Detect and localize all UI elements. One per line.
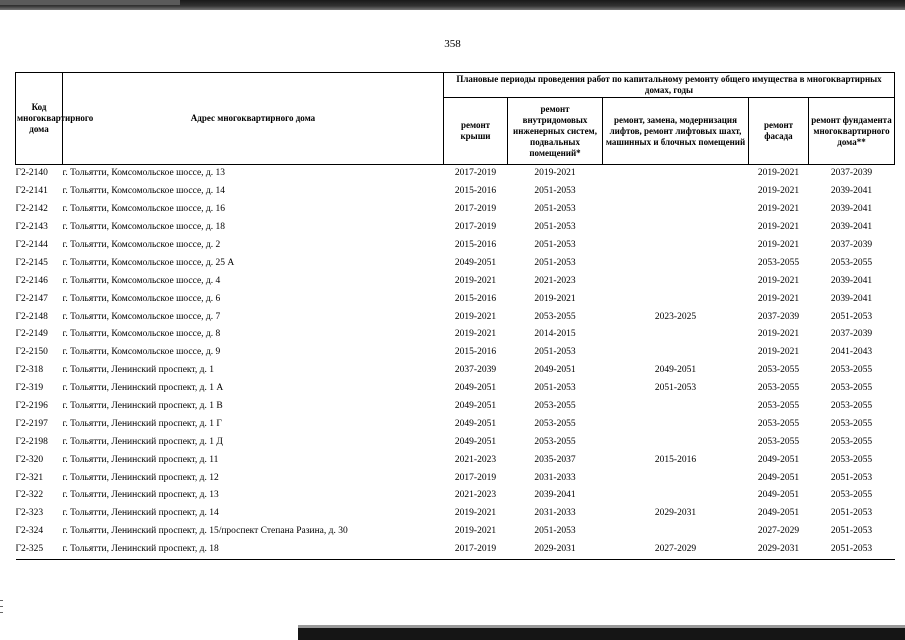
cell-roof: 2049-2051 <box>454 418 497 429</box>
cell-facade: 2053-2055 <box>757 257 800 268</box>
cell-facade: 2019-2021 <box>757 168 800 179</box>
cell-facade: 2049-2051 <box>757 490 800 501</box>
cell-facade: 2053-2055 <box>757 401 800 412</box>
cell-foundation: 2041-2043 <box>830 347 873 358</box>
cell-systems: 2051-2053 <box>534 222 576 233</box>
cell-systems: 2031-2033 <box>534 472 576 483</box>
table-row <box>16 433 895 451</box>
repair-schedule-table <box>15 72 895 560</box>
scan-mark <box>0 612 3 613</box>
header-roof: ремонт крыши <box>444 98 508 165</box>
cell-systems: 2051-2053 <box>534 240 576 250</box>
cell-roof: 2037-2039 <box>454 365 497 376</box>
scan-top-strip <box>0 0 180 5</box>
cell-systems: 2051-2053 <box>534 347 576 358</box>
cell-code: Г2-2196 <box>15 401 48 412</box>
cell-roof: 2015-2016 <box>454 186 497 197</box>
cell-code: Г2-2146 <box>15 275 48 286</box>
cell-lifts: 2015-2016 <box>654 454 697 465</box>
cell-foundation: 2051-2053 <box>830 526 873 537</box>
page-number: 358 <box>444 38 461 50</box>
cell-code: Г2-2149 <box>15 329 48 340</box>
cell-facade: 2019-2021 <box>757 240 800 250</box>
cell-roof: 2017-2019 <box>444 541 508 559</box>
cell-address: г. Тольятти, Ленинский проспект, д. 1 В <box>62 401 223 412</box>
cell-foundation: 2051-2053 <box>830 311 873 322</box>
cell-facade: 2027-2029 <box>757 526 800 537</box>
cell-code: Г2-2144 <box>15 240 48 250</box>
cell-foundation: 2053-2055 <box>830 454 873 465</box>
cell-systems: 2014-2015 <box>534 329 576 340</box>
cell-code: Г2-2142 <box>15 204 48 215</box>
cell-foundation: 2037-2039 <box>830 329 873 340</box>
cell-code: Г2-322 <box>15 490 44 501</box>
cell-systems: 2039-2041 <box>534 490 576 501</box>
cell-address: г. Тольятти, Комсомольское шоссе, д. 6 <box>62 293 221 304</box>
cell-address: г. Тольятти, Ленинский проспект, д. 1 А <box>62 383 224 394</box>
cell-foundation: 2039-2041 <box>830 186 873 197</box>
cell-lifts: 2049-2051 <box>654 365 697 376</box>
cell-systems: 2051-2053 <box>534 257 576 268</box>
cell-foundation: 2053-2055 <box>830 436 873 447</box>
cell-address: г. Тольятти, Ленинский проспект, д. 1 <box>62 365 214 376</box>
cell-systems: 2019-2021 <box>534 168 576 179</box>
cell-foundation: 2053-2055 <box>830 365 873 376</box>
cell-address: г. Тольятти, Комсомольское шоссе, д. 4 <box>62 275 221 286</box>
cell-code: Г2-318 <box>15 365 44 376</box>
table-row <box>16 326 895 344</box>
cell-code: Г2-2197 <box>15 418 48 429</box>
header-planned-periods: Плановые периоды проведения работ по капитальному ремонту общего имущества в многоквартирных домах, годы <box>444 73 895 98</box>
header-lifts: ремонт, замена, модернизация лифтов, ремонт лифтовых шахт, машинных и блочных помещений <box>603 98 749 165</box>
scan-mark <box>0 600 3 601</box>
cell-address: г. Тольятти, Ленинский проспект, д. 13 <box>62 490 219 501</box>
cell-facade: 2053-2055 <box>757 383 800 394</box>
cell-address: г. Тольятти, Комсомольское шоссе, д. 16 <box>62 204 226 215</box>
cell-roof: 2019-2021 <box>454 508 497 519</box>
cell-address: г. Тольятти, Ленинский проспект, д. 11 <box>62 454 219 465</box>
cell-foundation: 2051-2053 <box>830 508 873 519</box>
cell-code: Г2-2143 <box>15 222 48 233</box>
table-row <box>16 272 895 290</box>
cell-roof: 2017-2019 <box>454 204 497 215</box>
cell-address: г. Тольятти, Комсомольское шоссе, д. 14 <box>62 186 226 197</box>
header-foundation: ремонт фундамента многоквартирного дома** <box>809 98 895 165</box>
cell-address: г. Тольятти, Ленинский проспект, д. 18 <box>63 541 444 559</box>
cell-roof: 2049-2051 <box>454 436 497 447</box>
cell-facade: 2019-2021 <box>757 293 800 304</box>
cell-facade: 2049-2051 <box>757 472 800 483</box>
table-row <box>16 415 895 433</box>
cell-roof: 2017-2019 <box>454 168 497 179</box>
cell-facade: 2019-2021 <box>757 347 800 358</box>
table-row <box>16 451 895 469</box>
cell-facade: 2037-2039 <box>757 311 800 322</box>
cell-address: г. Тольятти, Ленинский проспект, д. 12 <box>62 472 219 483</box>
cell-facade: 2053-2055 <box>757 436 800 447</box>
cell-systems: 2051-2053 <box>534 204 576 215</box>
cell-code: Г2-2145 <box>15 257 48 268</box>
cell-facade: 2029-2031 <box>749 541 809 559</box>
table-row <box>16 541 895 559</box>
cell-roof: 2017-2019 <box>454 472 497 483</box>
table-row <box>16 290 895 308</box>
cell-roof: 2049-2051 <box>454 257 497 268</box>
cell-facade: 2019-2021 <box>757 222 800 233</box>
table-row <box>16 254 895 272</box>
cell-systems: 2051-2053 <box>534 526 576 537</box>
cell-code: Г2-320 <box>15 454 44 465</box>
cell-roof: 2019-2021 <box>454 311 497 322</box>
cell-lifts: 2029-2031 <box>654 508 697 519</box>
cell-foundation: 2051-2053 <box>809 541 895 559</box>
cell-facade: 2049-2051 <box>757 508 800 519</box>
table-row <box>16 344 895 362</box>
cell-systems: 2029-2031 <box>508 541 603 559</box>
cell-lifts <box>603 254 749 272</box>
cell-lifts <box>603 326 749 344</box>
cell-lifts: 2051-2053 <box>654 383 697 394</box>
cell-systems: 2053-2055 <box>534 418 576 429</box>
cell-roof: 2019-2021 <box>454 329 497 340</box>
cell-systems: 2031-2033 <box>534 508 576 519</box>
cell-facade: 2019-2021 <box>757 275 800 286</box>
table-row <box>16 237 895 255</box>
table-row <box>16 469 895 487</box>
cell-facade: 2019-2021 <box>757 186 800 197</box>
cell-code: Г2-2141 <box>15 186 48 197</box>
cell-foundation: 2039-2041 <box>830 222 873 233</box>
cell-systems: 2051-2053 <box>534 186 576 197</box>
cell-foundation: 2051-2053 <box>830 472 873 483</box>
cell-systems: 2053-2055 <box>534 436 576 447</box>
cell-roof: 2015-2016 <box>454 347 497 358</box>
cell-facade: 2053-2055 <box>757 365 800 376</box>
scan-bottom-edge <box>298 628 905 640</box>
cell-lifts <box>603 165 749 183</box>
cell-lifts <box>603 398 749 416</box>
cell-systems: 2019-2021 <box>534 293 576 304</box>
table-row <box>16 219 895 237</box>
cell-foundation: 2053-2055 <box>830 490 873 501</box>
table-row <box>16 523 895 541</box>
cell-code: Г2-325 <box>16 541 63 559</box>
cell-roof: 2019-2021 <box>454 275 497 286</box>
cell-lifts <box>603 469 749 487</box>
cell-lifts <box>603 523 749 541</box>
cell-lifts <box>603 272 749 290</box>
cell-code: Г2-2148 <box>15 311 48 322</box>
cell-address: г. Тольятти, Ленинский проспект, д. 1 Д <box>62 436 223 447</box>
cell-address: г. Тольятти, Комсомольское шоссе, д. 25 А <box>62 257 235 268</box>
table-row <box>16 201 895 219</box>
cell-lifts <box>603 183 749 201</box>
cell-lifts <box>603 219 749 237</box>
cell-lifts <box>603 344 749 362</box>
cell-lifts: 2023-2025 <box>654 311 697 322</box>
cell-systems: 2035-2037 <box>534 454 576 465</box>
cell-code: Г2-321 <box>15 472 44 483</box>
cell-foundation: 2053-2055 <box>830 401 873 412</box>
cell-systems: 2053-2055 <box>534 401 576 412</box>
cell-address: г. Тольятти, Ленинский проспект, д. 1 Г <box>62 418 222 429</box>
cell-roof: 2021-2023 <box>454 490 497 501</box>
table-row <box>16 398 895 416</box>
cell-lifts <box>603 415 749 433</box>
cell-roof: 2019-2021 <box>454 526 497 537</box>
table-body <box>16 165 895 560</box>
table-row <box>16 362 895 380</box>
cell-address: г. Тольятти, Ленинский проспект, д. 15/проспект Степана Разина, д. 30 <box>62 526 348 537</box>
cell-address: г. Тольятти, Комсомольское шоссе, д. 18 <box>62 222 226 233</box>
cell-lifts <box>603 290 749 308</box>
cell-foundation: 2039-2041 <box>830 293 873 304</box>
cell-foundation: 2053-2055 <box>830 383 873 394</box>
table-row <box>16 183 895 201</box>
cell-roof: 2017-2019 <box>454 222 497 233</box>
table-row <box>16 380 895 398</box>
cell-lifts <box>603 237 749 255</box>
cell-foundation: 2053-2055 <box>830 257 873 268</box>
cell-address: г. Тольятти, Комсомольское шоссе, д. 7 <box>62 311 221 322</box>
cell-roof: 2021-2023 <box>454 454 497 465</box>
cell-facade: 2053-2055 <box>757 418 800 429</box>
cell-systems: 2049-2051 <box>534 365 576 376</box>
cell-address: г. Тольятти, Ленинский проспект, д. 14 <box>62 508 219 519</box>
cell-foundation: 2053-2055 <box>830 418 873 429</box>
cell-code: Г2-2147 <box>15 293 48 304</box>
header-facade: ремонт фасада <box>749 98 809 165</box>
cell-address: г. Тольятти, Комсомольское шоссе, д. 13 <box>62 168 226 179</box>
cell-systems: 2053-2055 <box>534 311 576 322</box>
cell-facade: 2049-2051 <box>757 454 800 465</box>
cell-foundation: 2039-2041 <box>830 204 873 215</box>
cell-foundation: 2037-2039 <box>830 240 873 250</box>
cell-lifts <box>603 487 749 505</box>
cell-lifts <box>603 201 749 219</box>
cell-facade: 2019-2021 <box>757 204 800 215</box>
table-row <box>16 165 895 183</box>
cell-lifts <box>603 433 749 451</box>
cell-lifts: 2027-2029 <box>603 541 749 559</box>
cell-roof: 2049-2051 <box>454 401 497 412</box>
cell-address: г. Тольятти, Комсомольское шоссе, д. 2 <box>62 240 221 250</box>
cell-systems: 2051-2053 <box>534 383 576 394</box>
cell-facade: 2019-2021 <box>757 329 800 340</box>
header-code: Код многоквартирного дома <box>16 73 63 165</box>
cell-systems: 2021-2023 <box>534 275 576 286</box>
cell-code: Г2-319 <box>15 383 44 394</box>
cell-code: Г2-2150 <box>15 347 48 358</box>
cell-code: Г2-2140 <box>15 168 48 179</box>
table-row <box>16 487 895 505</box>
header-address: Адрес многоквартирного дома <box>63 73 444 165</box>
scan-mark <box>0 606 3 607</box>
cell-roof: 2049-2051 <box>454 383 497 394</box>
cell-address: г. Тольятти, Комсомольское шоссе, д. 9 <box>62 347 221 358</box>
cell-address: г. Тольятти, Комсомольское шоссе, д. 8 <box>62 329 221 340</box>
cell-roof: 2015-2016 <box>454 240 497 250</box>
cell-code: Г2-2198 <box>15 436 48 447</box>
cell-foundation: 2039-2041 <box>830 275 873 286</box>
header-engineering-systems: ремонт внутридомовых инженерных систем, подвальных помещений* <box>508 98 603 165</box>
cell-code: Г2-324 <box>15 526 44 537</box>
table-row <box>16 308 895 326</box>
cell-roof: 2015-2016 <box>454 293 497 304</box>
cell-foundation: 2037-2039 <box>830 168 873 179</box>
table-row <box>16 505 895 523</box>
cell-code: Г2-323 <box>15 508 44 519</box>
